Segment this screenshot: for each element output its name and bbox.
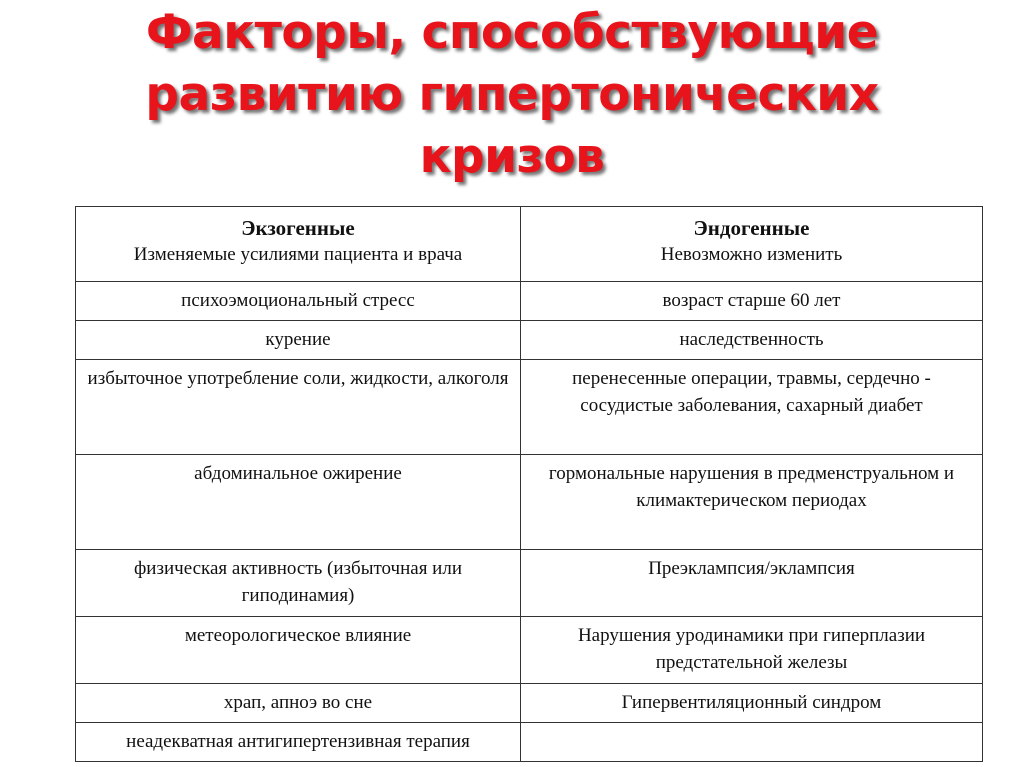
table-row [76, 617, 983, 684]
exogenous-cell [76, 321, 521, 360]
header-cell-endogenous [521, 207, 983, 282]
slide-title-line-2: развитию гипертонических [145, 67, 879, 122]
exogenous-text: абдоминальное ожирение [194, 463, 402, 484]
endogenous-text: Нарушения уродинамики при гиперплазии предстательной железы [577, 625, 926, 673]
exogenous-cell [76, 550, 521, 617]
endogenous-cell [521, 550, 983, 617]
table-row [76, 321, 983, 360]
exogenous-cell [76, 723, 521, 762]
endogenous-cell [521, 282, 983, 321]
exogenous-text: физическая активность (избыточная или гиподинамия) [133, 558, 463, 606]
endogenous-text: Преэклампсия/эклампсия [648, 558, 855, 579]
header-cell-exogenous [76, 207, 521, 282]
exogenous-text: психоэмоциональный стресс [181, 290, 415, 311]
table-row [76, 455, 983, 550]
exogenous-text: курение [265, 329, 331, 350]
endogenous-text [529, 723, 974, 728]
endogenous-text: гормональные нарушения в предменструальном и климактерическом периодах [548, 463, 955, 511]
endogenous-text: наследственность [679, 329, 824, 350]
exogenous-cell [76, 282, 521, 321]
endogenous-cell [521, 684, 983, 723]
exogenous-cell [76, 360, 521, 455]
exogenous-text: избыточное употребление соли, жидкости, алкоголя [87, 368, 509, 389]
exogenous-text: неадекватная антигипертензивная терапия [126, 731, 470, 752]
table-row [76, 360, 983, 455]
endogenous-cell [521, 360, 983, 455]
endogenous-text: Гипервентиляционный синдром [621, 692, 882, 713]
exogenous-text: метеорологическое влияние [184, 625, 412, 646]
slide-title-line-1: Факторы, способствующие [145, 5, 879, 60]
table-row [76, 723, 983, 762]
exogenous-cell [76, 455, 521, 550]
endogenous-text: перенесенные операции, травмы, сердечно - сосудистые заболевания, сахарный диабет [572, 368, 931, 416]
endogenous-text: возраст старше 60 лет [662, 290, 841, 311]
header-title-endogenous: Эндогенные [693, 216, 810, 240]
table-row [76, 684, 983, 723]
factors-table [75, 206, 983, 762]
endogenous-cell [521, 723, 983, 762]
endogenous-cell [521, 455, 983, 550]
table-row [76, 282, 983, 321]
exogenous-cell [76, 617, 521, 684]
exogenous-cell [76, 684, 521, 723]
table-header-row [76, 207, 983, 282]
header-subtitle-exogenous: Изменяемые усилиями пациента и врача [133, 244, 463, 265]
header-subtitle-endogenous: Невозможно изменить [660, 244, 843, 265]
slide-title [0, 2, 1024, 188]
header-title-exogenous: Экзогенные [241, 216, 355, 240]
exogenous-text: храп, апноэ во сне [223, 692, 373, 713]
endogenous-cell [521, 617, 983, 684]
slide-title-line-3: кризов [419, 129, 605, 184]
endogenous-cell [521, 321, 983, 360]
table-row [76, 550, 983, 617]
